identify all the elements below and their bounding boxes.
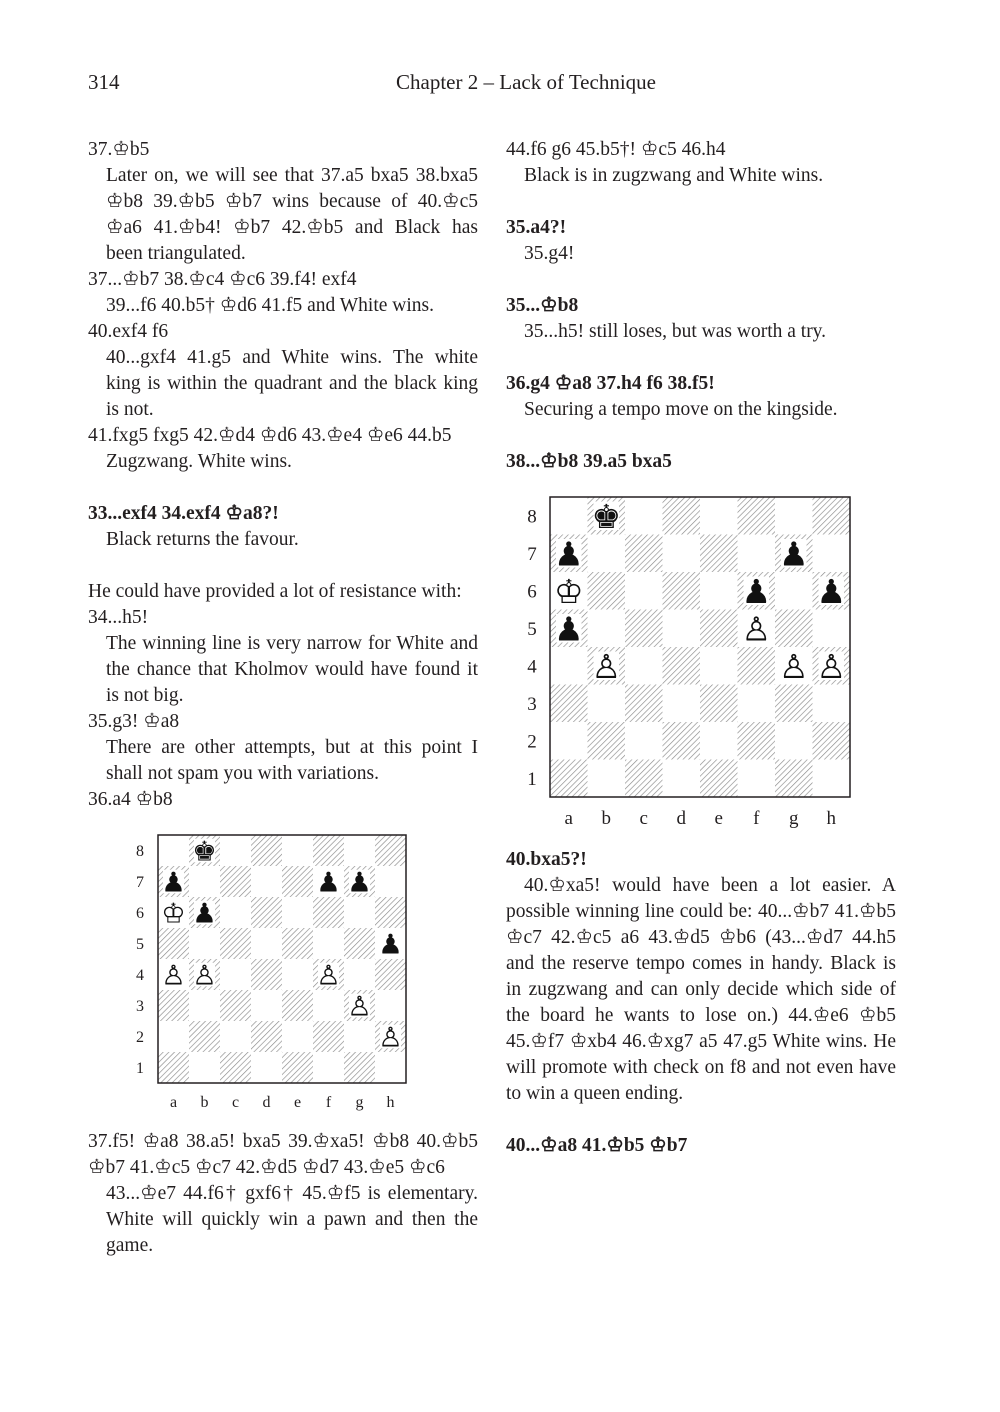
board-square bbox=[588, 535, 626, 573]
board-square bbox=[775, 685, 813, 723]
board-square bbox=[663, 722, 701, 760]
rank-label: 8 bbox=[136, 843, 144, 861]
board-square bbox=[251, 866, 282, 897]
board-square bbox=[588, 722, 626, 760]
annotation: 35.g4! bbox=[524, 243, 575, 264]
board-square bbox=[189, 1052, 220, 1083]
rank-label: 5 bbox=[527, 618, 537, 640]
white-pawn-icon: ♙ bbox=[741, 609, 772, 649]
chess-board-2 bbox=[506, 489, 896, 829]
black-pawn-icon: ♟ bbox=[741, 571, 772, 611]
file-label: f bbox=[753, 808, 760, 829]
board-square bbox=[251, 1021, 282, 1052]
black-pawn-icon: ♟ bbox=[161, 867, 186, 899]
board-square bbox=[282, 866, 313, 897]
board-square bbox=[251, 897, 282, 928]
board-square bbox=[251, 959, 282, 990]
board-square bbox=[344, 897, 375, 928]
board-square bbox=[625, 722, 663, 760]
board-square bbox=[282, 928, 313, 959]
file-label: a bbox=[169, 1094, 178, 1111]
file-label: h bbox=[826, 808, 836, 829]
black-pawn-icon: ♟ bbox=[316, 867, 341, 899]
rank-label: 7 bbox=[527, 543, 537, 565]
board-square bbox=[158, 1021, 189, 1052]
annotation: 43...♔e7 44.f6† gxf6† 45.♔f5 is elementary. White will quickly win a pawn and then the game. bbox=[106, 1183, 478, 1256]
file-label: a bbox=[564, 808, 573, 829]
white-pawn-icon: ♙ bbox=[778, 646, 809, 686]
rank-label: 1 bbox=[527, 768, 537, 790]
move-line: 44.f6 g6 45.b5†! ♔c5 46.h4 bbox=[506, 139, 726, 160]
board-square bbox=[282, 959, 313, 990]
rank-label: 4 bbox=[527, 656, 537, 678]
board-square bbox=[550, 685, 588, 723]
board-square bbox=[663, 535, 701, 573]
board-square bbox=[251, 928, 282, 959]
board-square bbox=[220, 928, 251, 959]
board-square bbox=[738, 722, 776, 760]
rank-label: 2 bbox=[136, 1029, 144, 1047]
board-square bbox=[375, 835, 406, 866]
board-square bbox=[588, 685, 626, 723]
board-square bbox=[663, 685, 701, 723]
board-square bbox=[189, 866, 220, 897]
chapter-title: Chapter 2 – Lack of Technique bbox=[396, 70, 656, 94]
rank-label: 3 bbox=[527, 693, 537, 715]
move-line: 37...♔b7 38.♔c4 ♔c6 39.f4! exf4 bbox=[88, 269, 357, 290]
chess-diagram-1 bbox=[88, 827, 478, 1125]
board-square bbox=[375, 1052, 406, 1083]
board-square bbox=[220, 1021, 251, 1052]
rank-label: 4 bbox=[136, 967, 144, 985]
file-label: g bbox=[789, 808, 799, 829]
black-pawn-icon: ♟ bbox=[778, 534, 809, 574]
board-square bbox=[663, 760, 701, 798]
file-label: e bbox=[293, 1094, 302, 1111]
file-label: f bbox=[325, 1094, 332, 1111]
rank-label: 1 bbox=[136, 1060, 144, 1078]
rank-label: 6 bbox=[527, 581, 537, 603]
board-square bbox=[282, 897, 313, 928]
annotation: 40.♔xa5! would have been a lot easier. A possible winning line could be: 40...♔b7 41.♔b5 ♔c7 42.♔c5 a6 43.♔d5 ♔b6 (43...♔d7 44.h5 and the reserve tempo comes in handy. Black is in zugzwang and can only decide which side of the board he wants to lose on.) 44.♔e6 ♔b5 45.♔f7 ♔xb4 46.♔xg7 a5 47.g5 White wins. He will promote with check on f8 and not even have to win a queen ending. bbox=[506, 875, 896, 1104]
board-square bbox=[775, 722, 813, 760]
board-square bbox=[313, 990, 344, 1021]
white-pawn-icon: ♙ bbox=[378, 1022, 403, 1054]
board-square bbox=[663, 572, 701, 610]
board-square bbox=[625, 572, 663, 610]
board-square bbox=[189, 928, 220, 959]
rank-label: 3 bbox=[136, 998, 144, 1016]
black-pawn-icon: ♟ bbox=[192, 898, 217, 930]
white-king-icon: ♔ bbox=[553, 571, 584, 611]
move-line: 41.fxg5 fxg5 42.♔d4 ♔d6 43.♔e4 ♔e6 44.b5 Zugzwang. White wins. bbox=[88, 425, 452, 472]
annotation: 39...f6 40.b5† ♔d6 41.f5 and White wins. bbox=[106, 295, 435, 316]
black-pawn-icon: ♟ bbox=[816, 571, 847, 611]
board-square bbox=[588, 572, 626, 610]
board-square bbox=[813, 760, 851, 798]
board-square bbox=[700, 535, 738, 573]
board-square bbox=[700, 497, 738, 535]
board-square bbox=[220, 835, 251, 866]
file-label: c bbox=[639, 808, 648, 829]
board-square bbox=[282, 1052, 313, 1083]
board-square bbox=[813, 685, 851, 723]
file-label: b bbox=[200, 1094, 209, 1111]
board-square bbox=[625, 647, 663, 685]
board-square bbox=[663, 610, 701, 648]
move-line: 40.exf4 f6 bbox=[88, 321, 169, 342]
board-square bbox=[775, 572, 813, 610]
board-square bbox=[738, 535, 776, 573]
black-pawn-icon: ♟ bbox=[347, 867, 372, 899]
board-square bbox=[344, 1052, 375, 1083]
board-square bbox=[313, 1052, 344, 1083]
board-square bbox=[251, 990, 282, 1021]
annotation: 35...h5! still loses, but was worth a try. bbox=[524, 321, 827, 342]
file-label: d bbox=[676, 808, 686, 829]
white-pawn-icon: ♙ bbox=[347, 991, 372, 1023]
board-square bbox=[251, 1052, 282, 1083]
file-label: c bbox=[231, 1094, 240, 1111]
board-square bbox=[700, 760, 738, 798]
white-pawn-icon: ♙ bbox=[161, 960, 186, 992]
file-label: b bbox=[601, 808, 611, 829]
white-pawn-icon: ♙ bbox=[591, 646, 622, 686]
black-pawn-icon: ♟ bbox=[553, 609, 584, 649]
main-move-heading: 36.g4 ♔a8 37.h4 f6 38.f5! bbox=[506, 373, 715, 394]
board-square bbox=[700, 572, 738, 610]
annotation: There are other attempts, but at this point I shall not spam you with variations. bbox=[106, 737, 478, 784]
board-square bbox=[344, 835, 375, 866]
annotation: He could have provided a lot of resistance with: bbox=[88, 581, 462, 602]
black-pawn-icon: ♟ bbox=[553, 534, 584, 574]
rank-label: 5 bbox=[136, 936, 144, 954]
board-square bbox=[344, 928, 375, 959]
board-square bbox=[775, 760, 813, 798]
board-square bbox=[158, 990, 189, 1021]
board-square bbox=[282, 1021, 313, 1052]
board-square bbox=[663, 497, 701, 535]
rank-label: 2 bbox=[527, 731, 537, 753]
board-square bbox=[313, 928, 344, 959]
board-square bbox=[344, 1021, 375, 1052]
right-column bbox=[506, 137, 896, 1159]
move-line: 37.f5! ♔a8 38.a5! bxa5 39.♔xa5! ♔b8 40.♔b5 ♔b7 41.♔c5 ♔c7 42.♔d5 ♔d7 43.♔e5 ♔c6 bbox=[88, 1131, 478, 1178]
annotation: Securing a tempo move on the kingside. bbox=[524, 399, 838, 420]
board-square bbox=[700, 685, 738, 723]
board-square bbox=[220, 897, 251, 928]
board-square bbox=[663, 647, 701, 685]
rank-label: 8 bbox=[527, 506, 537, 528]
annotation: The winning line is very narrow for White and the chance that Kholmov would have found it is not big. bbox=[106, 633, 478, 706]
board-square bbox=[700, 647, 738, 685]
page-number: 314 bbox=[88, 70, 120, 94]
board-square bbox=[550, 647, 588, 685]
main-move-heading: 35.a4?! bbox=[506, 217, 567, 238]
annotation: 40...gxf4 41.g5 and White wins. The white king is within the quadrant and the black king is not. bbox=[106, 347, 478, 420]
move-line: 34...h5! bbox=[88, 607, 149, 628]
board-square bbox=[700, 722, 738, 760]
left-column bbox=[88, 137, 478, 1259]
rank-label: 7 bbox=[136, 874, 144, 892]
white-pawn-icon: ♙ bbox=[816, 646, 847, 686]
main-move-heading: 40...♔a8 41.♔b5 ♔b7 bbox=[506, 1135, 688, 1156]
file-label: h bbox=[386, 1094, 395, 1111]
board-square bbox=[550, 722, 588, 760]
board-square bbox=[313, 897, 344, 928]
board-square bbox=[775, 497, 813, 535]
board-square bbox=[313, 835, 344, 866]
board-square bbox=[625, 497, 663, 535]
board-square bbox=[375, 866, 406, 897]
black-king-icon: ♚ bbox=[192, 836, 217, 868]
board-square bbox=[813, 497, 851, 535]
chess-board-1 bbox=[88, 827, 478, 1117]
board-square bbox=[625, 535, 663, 573]
board-square bbox=[375, 959, 406, 990]
board-square bbox=[550, 760, 588, 798]
board-square bbox=[625, 685, 663, 723]
annotation: Black is in zugzwang and White wins. bbox=[524, 165, 824, 186]
board-square bbox=[251, 835, 282, 866]
board-square bbox=[813, 535, 851, 573]
page-header bbox=[88, 70, 894, 100]
board-square bbox=[220, 959, 251, 990]
board-square bbox=[282, 990, 313, 1021]
black-king-icon: ♚ bbox=[591, 496, 622, 536]
black-pawn-icon: ♟ bbox=[378, 929, 403, 961]
board-square bbox=[375, 897, 406, 928]
board-square bbox=[700, 610, 738, 648]
main-move-heading: 40.bxa5?! bbox=[506, 849, 587, 870]
move-line: 37.♔b5 bbox=[88, 139, 150, 160]
main-move-heading: 38...♔b8 39.a5 bxa5 bbox=[506, 451, 672, 472]
board-square bbox=[738, 685, 776, 723]
annotation: Later on, we will see that 37.a5 bxa5 38.bxa5 ♔b8 39.♔b5 ♔b7 wins because of 40.♔c5 ♔a6 41.♔b4! ♔b7 42.♔b5 and Black has been triangulated. bbox=[106, 165, 478, 264]
move-line: 36.a4 ♔b8 bbox=[88, 789, 173, 810]
board-square bbox=[625, 760, 663, 798]
board-square bbox=[158, 928, 189, 959]
main-move-heading: 35...♔b8 bbox=[506, 295, 579, 316]
chess-diagram-2 bbox=[506, 489, 896, 837]
board-square bbox=[220, 866, 251, 897]
file-label: g bbox=[355, 1094, 364, 1111]
board-square bbox=[813, 722, 851, 760]
board-square bbox=[313, 1021, 344, 1052]
board-square bbox=[220, 990, 251, 1021]
annotation: Black returns the favour. bbox=[106, 529, 299, 550]
rank-label: 6 bbox=[136, 905, 144, 923]
board-square bbox=[588, 760, 626, 798]
white-pawn-icon: ♙ bbox=[192, 960, 217, 992]
board-square bbox=[588, 610, 626, 648]
board-square bbox=[738, 760, 776, 798]
main-move-heading: 33...exf4 34.exf4 ♔a8?! bbox=[88, 503, 279, 524]
file-label: d bbox=[262, 1094, 271, 1111]
board-square bbox=[220, 1052, 251, 1083]
board-square bbox=[738, 497, 776, 535]
board-square bbox=[738, 647, 776, 685]
board-square bbox=[625, 610, 663, 648]
white-king-icon: ♔ bbox=[161, 898, 186, 930]
white-pawn-icon: ♙ bbox=[316, 960, 341, 992]
board-square bbox=[775, 610, 813, 648]
board-square bbox=[550, 497, 588, 535]
move-line: 35.g3! ♔a8 bbox=[88, 711, 180, 732]
board-square bbox=[813, 610, 851, 648]
board-square bbox=[158, 835, 189, 866]
board-square bbox=[344, 959, 375, 990]
board-square bbox=[158, 1052, 189, 1083]
board-square bbox=[282, 835, 313, 866]
file-label: e bbox=[714, 808, 723, 829]
board-square bbox=[375, 990, 406, 1021]
board-square bbox=[189, 1021, 220, 1052]
board-square bbox=[189, 990, 220, 1021]
